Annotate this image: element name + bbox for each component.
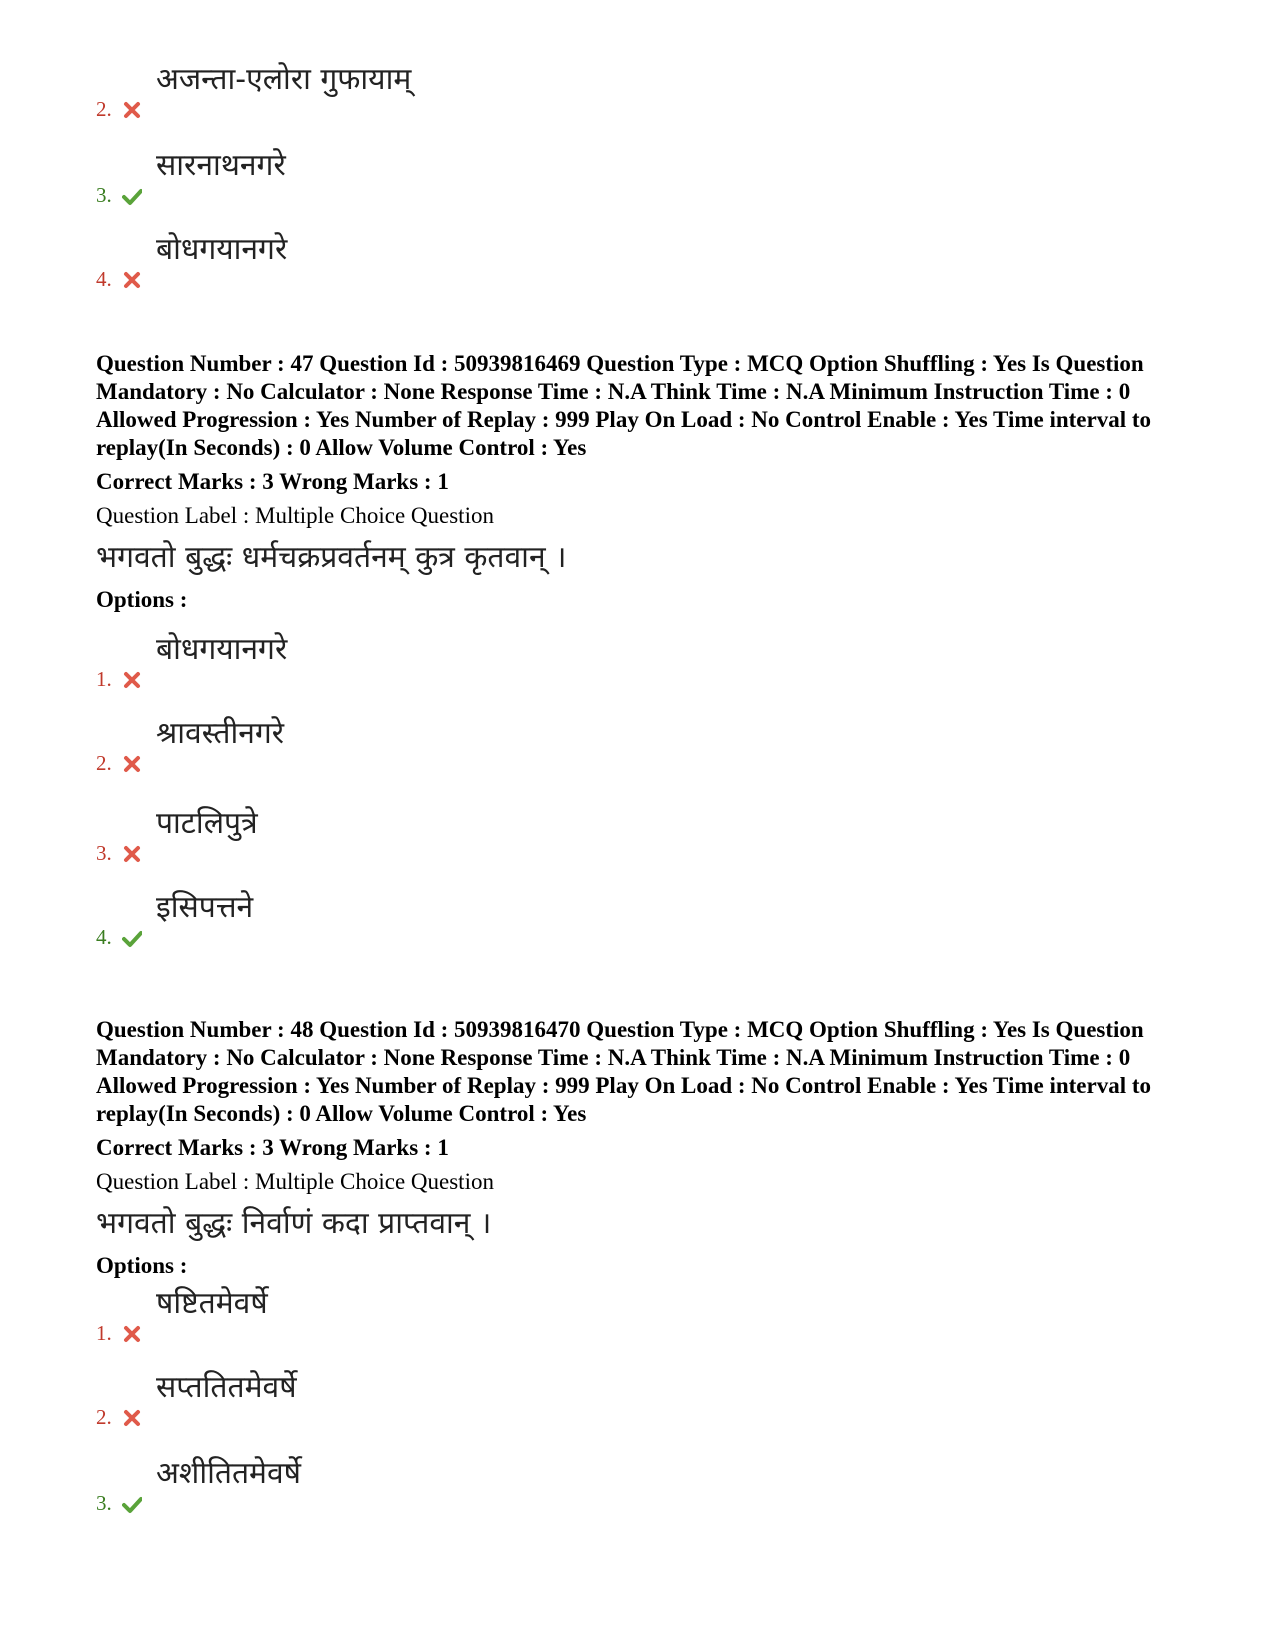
option-text: बोधगयानगरे [156, 232, 288, 267]
question-marks: Correct Marks : 3 Wrong Marks : 1 [96, 469, 449, 494]
option-text: सारनाथनगरे [156, 148, 286, 183]
options-heading: Options : [96, 587, 188, 612]
options-heading: Options : [96, 1253, 188, 1278]
option-text: श्रावस्तीनगरे [156, 716, 285, 751]
option-item [96, 62, 696, 122]
cross-icon [122, 1408, 142, 1428]
question-marks: Correct Marks : 3 Wrong Marks : 1 [96, 1135, 449, 1160]
option-item [96, 1286, 696, 1346]
option-number: 2. [96, 97, 112, 121]
option-item [96, 232, 696, 292]
option-text: अशीतितमेवर्षे [156, 1456, 302, 1491]
cross-icon [122, 100, 142, 120]
option-text: अजन्ता-एलोरा गुफायाम् [156, 62, 412, 97]
option-item [96, 806, 696, 866]
question-meta: Question Number : 48 Question Id : 50939816470 Question Type : MCQ Option Shuffling : Yes Is Question Mandatory : No Calculator : None Response Time : N.A Think Time : N.A Minimum Instruction Time : 0 Allowed Progression : Yes Number of Replay : 999 Play On Load : No Control Enable : Yes Time interval to replay(In Seconds) : 0 Allow Volume Control : Yes [96, 1017, 1152, 1126]
option-number: 3. [96, 841, 112, 865]
option-item [96, 1456, 696, 1516]
option-number: 2. [96, 1405, 112, 1429]
option-text: सप्ततितमेवर्षे [156, 1370, 297, 1405]
option-text: षष्टितमेवर्षे [156, 1286, 268, 1321]
check-icon [122, 186, 142, 206]
cross-icon [122, 270, 142, 290]
question-text: भगवतो बुद्धः धर्मचक्रप्रवर्तनम् कुत्र कृतवान् । [96, 540, 567, 575]
option-text: पाटलिपुत्रे [156, 806, 258, 841]
option-number: 4. [96, 267, 112, 291]
option-number: 3. [96, 1491, 112, 1515]
question-block-48 [96, 1016, 1176, 1280]
option-item [96, 890, 696, 950]
option-number: 1. [96, 1321, 112, 1345]
option-text: इसिपत्तने [156, 890, 254, 925]
cross-icon [122, 670, 142, 690]
question-meta: Question Number : 47 Question Id : 50939816469 Question Type : MCQ Option Shuffling : Yes Is Question Mandatory : No Calculator : None Response Time : N.A Think Time : N.A Minimum Instruction Time : 0 Allowed Progression : Yes Number of Replay : 999 Play On Load : No Control Enable : Yes Time interval to replay(In Seconds) : 0 Allow Volume Control : Yes [96, 351, 1152, 460]
cross-icon [122, 1324, 142, 1344]
check-icon [122, 928, 142, 948]
check-icon [122, 1494, 142, 1514]
question-label: Question Label : Multiple Choice Question [96, 503, 494, 528]
question-label: Question Label : Multiple Choice Question [96, 1169, 494, 1194]
cross-icon [122, 844, 142, 864]
option-item [96, 1370, 696, 1430]
option-item [96, 632, 696, 692]
option-number: 1. [96, 667, 112, 691]
option-number: 3. [96, 183, 112, 207]
option-text: बोधगयानगरे [156, 632, 288, 667]
question-text: भगवतो बुद्धः निर्वाणं कदा प्राप्तवान् । [96, 1206, 492, 1241]
option-item [96, 148, 696, 208]
option-item [96, 716, 696, 776]
question-block-47 [96, 350, 1176, 614]
option-number: 4. [96, 925, 112, 949]
cross-icon [122, 754, 142, 774]
option-number: 2. [96, 751, 112, 775]
